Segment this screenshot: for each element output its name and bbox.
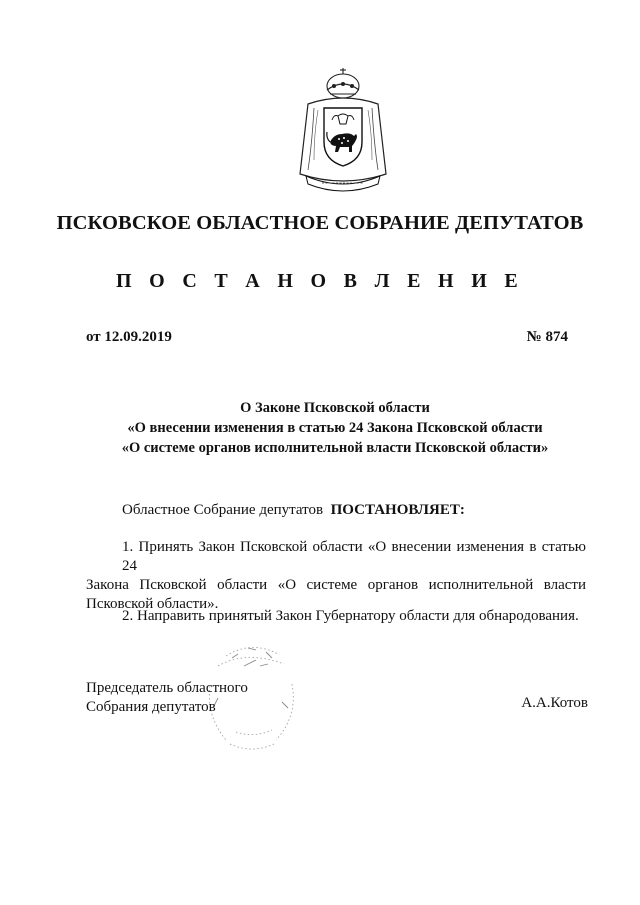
item1-line-3: Псковской области». <box>86 596 219 612</box>
document-type: П О С Т А Н О В Л Е Н И Е <box>116 270 524 292</box>
item1-line-1: 1. Принять Закон Псковской области «О внесении изменения в статью 24 <box>122 539 586 574</box>
organization-name: ПСКОВСКОЕ ОБЛАСТНОЕ СОБРАНИЕ ДЕПУТАТОВ <box>56 212 584 234</box>
title-line-1: О Законе Псковской области <box>240 400 430 416</box>
position-line-1: Председатель областного <box>86 680 248 696</box>
position-line-2: Собрания депутатов <box>86 699 216 715</box>
title-line-2: «О внесении изменения в статью 24 Закона Псковской области <box>127 420 543 436</box>
document-date: от 12.09.2019 <box>86 329 172 345</box>
document-title <box>80 398 590 458</box>
decree-verb: ПОСТАНОВЛЯЕТ: <box>330 502 465 518</box>
decision-item-1 <box>86 538 586 614</box>
coat-of-arms-icon <box>294 64 392 194</box>
document-number: № 874 <box>526 329 568 345</box>
decree-intro: Областное Собрание депутатов <box>122 502 324 518</box>
signatory-position <box>86 679 248 717</box>
decision-item-2: 2. Направить принятый Закон Губернатору области для обнародования. <box>122 608 579 624</box>
decree-statement <box>122 501 465 520</box>
signatory-name: А.А.Котов <box>521 695 588 711</box>
title-line-3: «О системе органов исполнительной власти Псковской области» <box>121 440 549 456</box>
item1-line-2: Закона Псковской области «О системе органов исполнительной власти <box>86 577 586 593</box>
